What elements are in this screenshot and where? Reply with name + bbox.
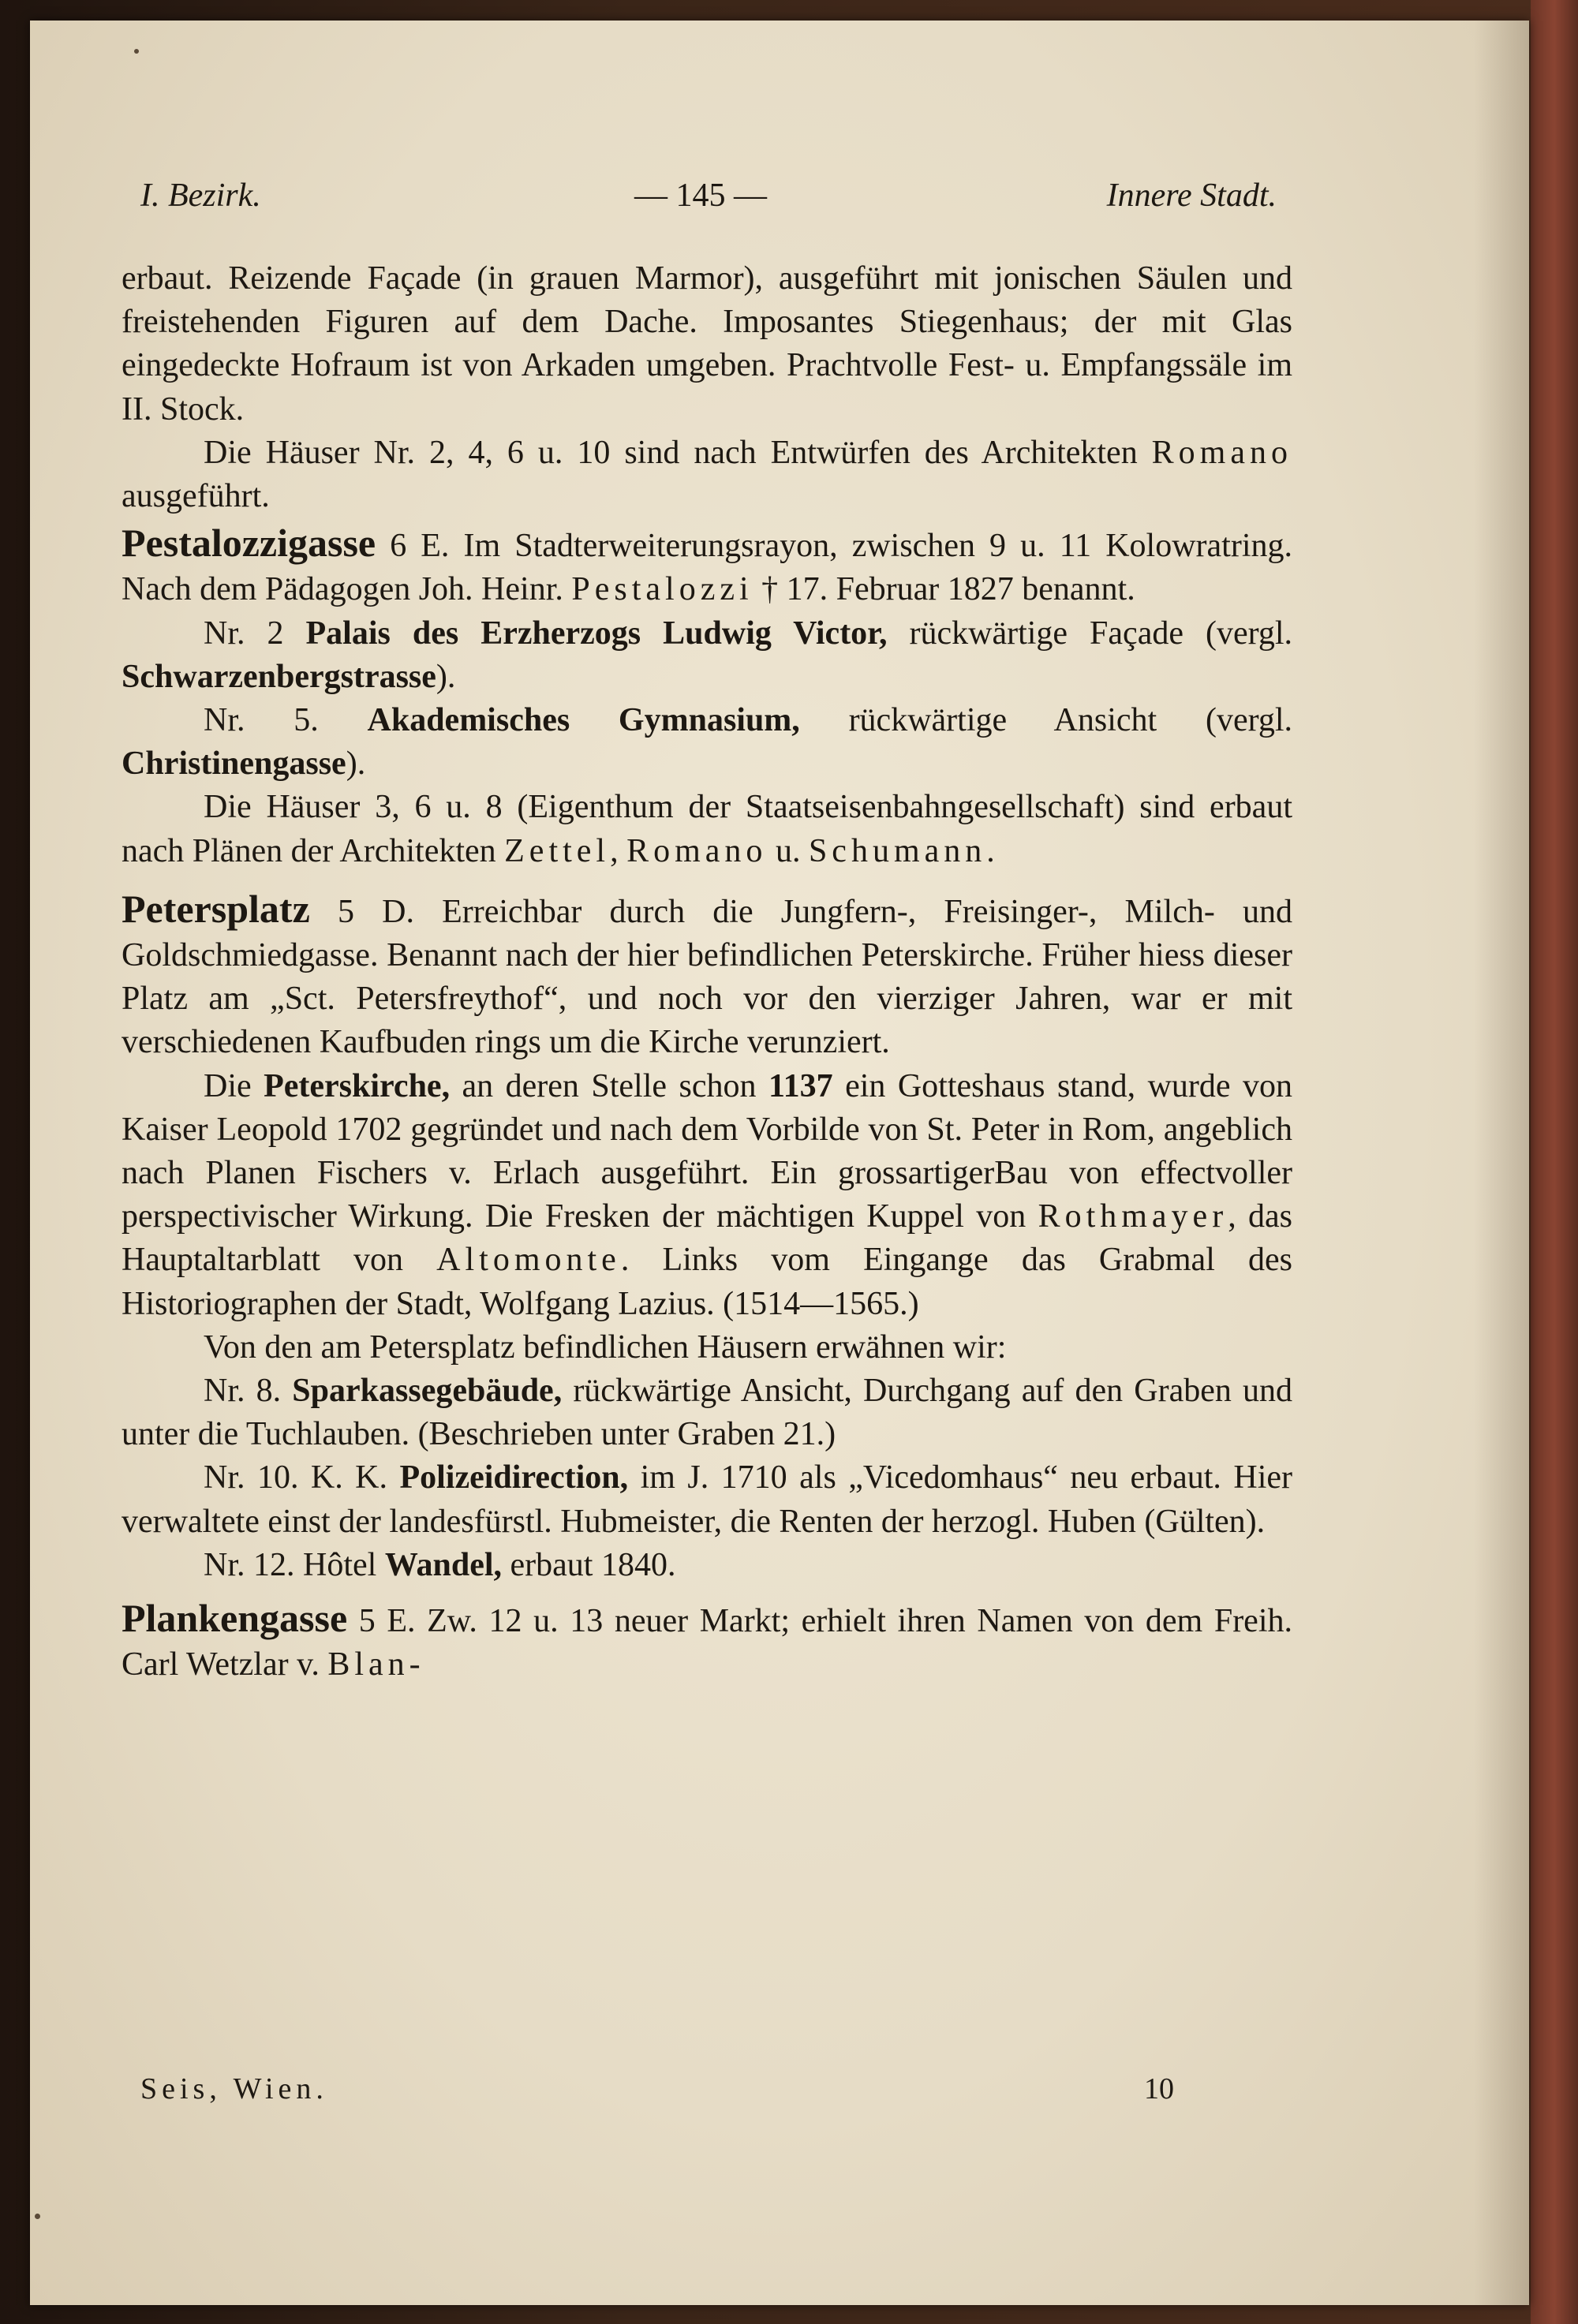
paragraph: Die Häuser Nr. 2, 4, 6 u. 10 sind nach Entwürfen des Architekten Romano ausgeführt. (122, 434, 1292, 515)
paper-speck (35, 2214, 40, 2219)
cross-reference: Christinengasse (122, 745, 346, 783)
paragraph: Nr. 10. K. K. Polizeidirection, im J. 1710 als „Vicedomhaus“ neu erbaut. Hier verwaltete einst der landesfürstl. Hubmeister, die Renten der herzogl. Huben (Gülten). (122, 1459, 1293, 1540)
main-text (122, 257, 1292, 1687)
building-name: Palais des Erzherzogs Ludwig Victor, (305, 615, 888, 652)
entry-headword: Plankengasse (122, 1596, 348, 1641)
paragraph: Nr. 2 Palais des Erzherzogs Ludwig Victor, rückwärtige Façade (vergl. Schwarzenbergstrasse). (122, 615, 1293, 695)
paragraph: Die Häuser 3, 6 u. 8 (Eigenthum der Staatseisenbahngesellschaft) sind erbaut nach Plänen der Architekten Zettel, Romano u. Schumann. (122, 789, 1292, 869)
entry-plankengasse: Plankengasse 5 E. Zw. 12 u. 13 neuer Markt; erhielt ihren Namen von dem Freih. Carl Wetzlar v. Blan- (122, 1596, 1292, 1683)
paragraph: erbaut. Reizende Façade (in grauen Marmor), ausgeführt mit jonischen Säulen und freistehenden Figuren auf dem Dache. Imposantes Stiegenhaus; der mit Glas eingedeckte Hofraum ist von Arkaden umgeben. Prachtvolle Fest- u. Empfangssäle im II. Stock. (122, 260, 1292, 428)
page-gutter-shadow (1474, 21, 1529, 2305)
header-page-number: — 145 — (634, 177, 767, 214)
person-name: Pestalozzi (571, 571, 753, 608)
paper-speck (134, 49, 139, 54)
architect-name: Zettel (504, 832, 611, 869)
building-name: Polizeidirection, (399, 1459, 629, 1496)
paragraph: Nr. 12. Hôtel Wandel, erbaut 1840. (204, 1546, 676, 1583)
cross-reference: Schwarzenbergstrasse (122, 658, 436, 695)
building-name: Akademisches Gymnasium, (367, 702, 800, 739)
person-name: Blan- (327, 1646, 425, 1683)
entry-headword: Petersplatz (122, 886, 310, 931)
building-name: Wandel, (384, 1546, 503, 1583)
paragraph: Nr. 5. Akademisches Gymnasium, rückwärtige Ansicht (vergl. Christinengasse). (122, 702, 1292, 783)
header-district: I. Bezirk. (140, 177, 261, 214)
footer-sheet-number: 10 (1144, 2072, 1174, 2105)
paragraph: Nr. 8. Sparkassegebäude, rückwärtige Ansicht, Durchgang auf den Graben und unter die Tuchlauben. (Beschrieben unter Graben 21.) (122, 1373, 1293, 1453)
building-name: Peterskirche, (264, 1067, 451, 1104)
year: 1137 (768, 1067, 833, 1104)
paragraph: Von den am Petersplatz befindlichen Häusern erwähnen wir: (204, 1328, 1007, 1366)
header-section: Innere Stadt. (1106, 177, 1277, 214)
paragraph: Die Peterskirche, an deren Stelle schon 1137 ein Gotteshaus stand, wurde von Kaiser Leopold 1702 gegründet und nach dem Vorbilde von St. Peter in Rom, angeblich nach Planen Fischers v. Erlach ausgeführt. Ein grossartigerBau von effectvoller perspectivischer Wirkung. Die Fresken der mächtigen Kuppel von Rothmayer, das Hauptaltarblatt von Altomonte. Links vom Eingange das Grabmal des Historiographen der Stadt, Wolfgang Lazius. (1514—1565.) (122, 1067, 1292, 1322)
building-name: Sparkassegebäude, (292, 1373, 563, 1410)
page-footer (140, 2072, 1174, 2116)
architect-name: Romano (1151, 434, 1292, 471)
book-cover-edge (1531, 0, 1578, 2324)
entry-headword: Pestalozzigasse (122, 521, 376, 566)
footer-signature: Seis, Wien. (140, 2072, 328, 2105)
architect-name: Schumann (808, 832, 987, 869)
entry-pestalozzigasse: Pestalozzigasse 6 E. Im Stadterweiterungsrayon, zwischen 9 u. 11 Kolowratring. Nach dem Pädagogen Joh. Heinr. Pestalozzi † 17. Februar 1827 benannt. (122, 521, 1292, 608)
entry-petersplatz: Petersplatz 5 D. Erreichbar durch die Jungfern-, Freisinger-, Milch- und Goldschmiedgasse. Benannt nach der hier befindlichen Peterskirche. Früher hiess dieser Platz am „Sct. Petersfreythof“, und noch vor den vierziger Jahren, war er mit verschiedenen Kaufbuden rings um die Kirche verunziert. (122, 886, 1292, 1061)
architect-name: Romano (626, 832, 768, 869)
artist-name: Altomonte (436, 1242, 621, 1279)
artist-name: Rothmayer (1038, 1198, 1228, 1235)
running-header (140, 177, 1277, 221)
